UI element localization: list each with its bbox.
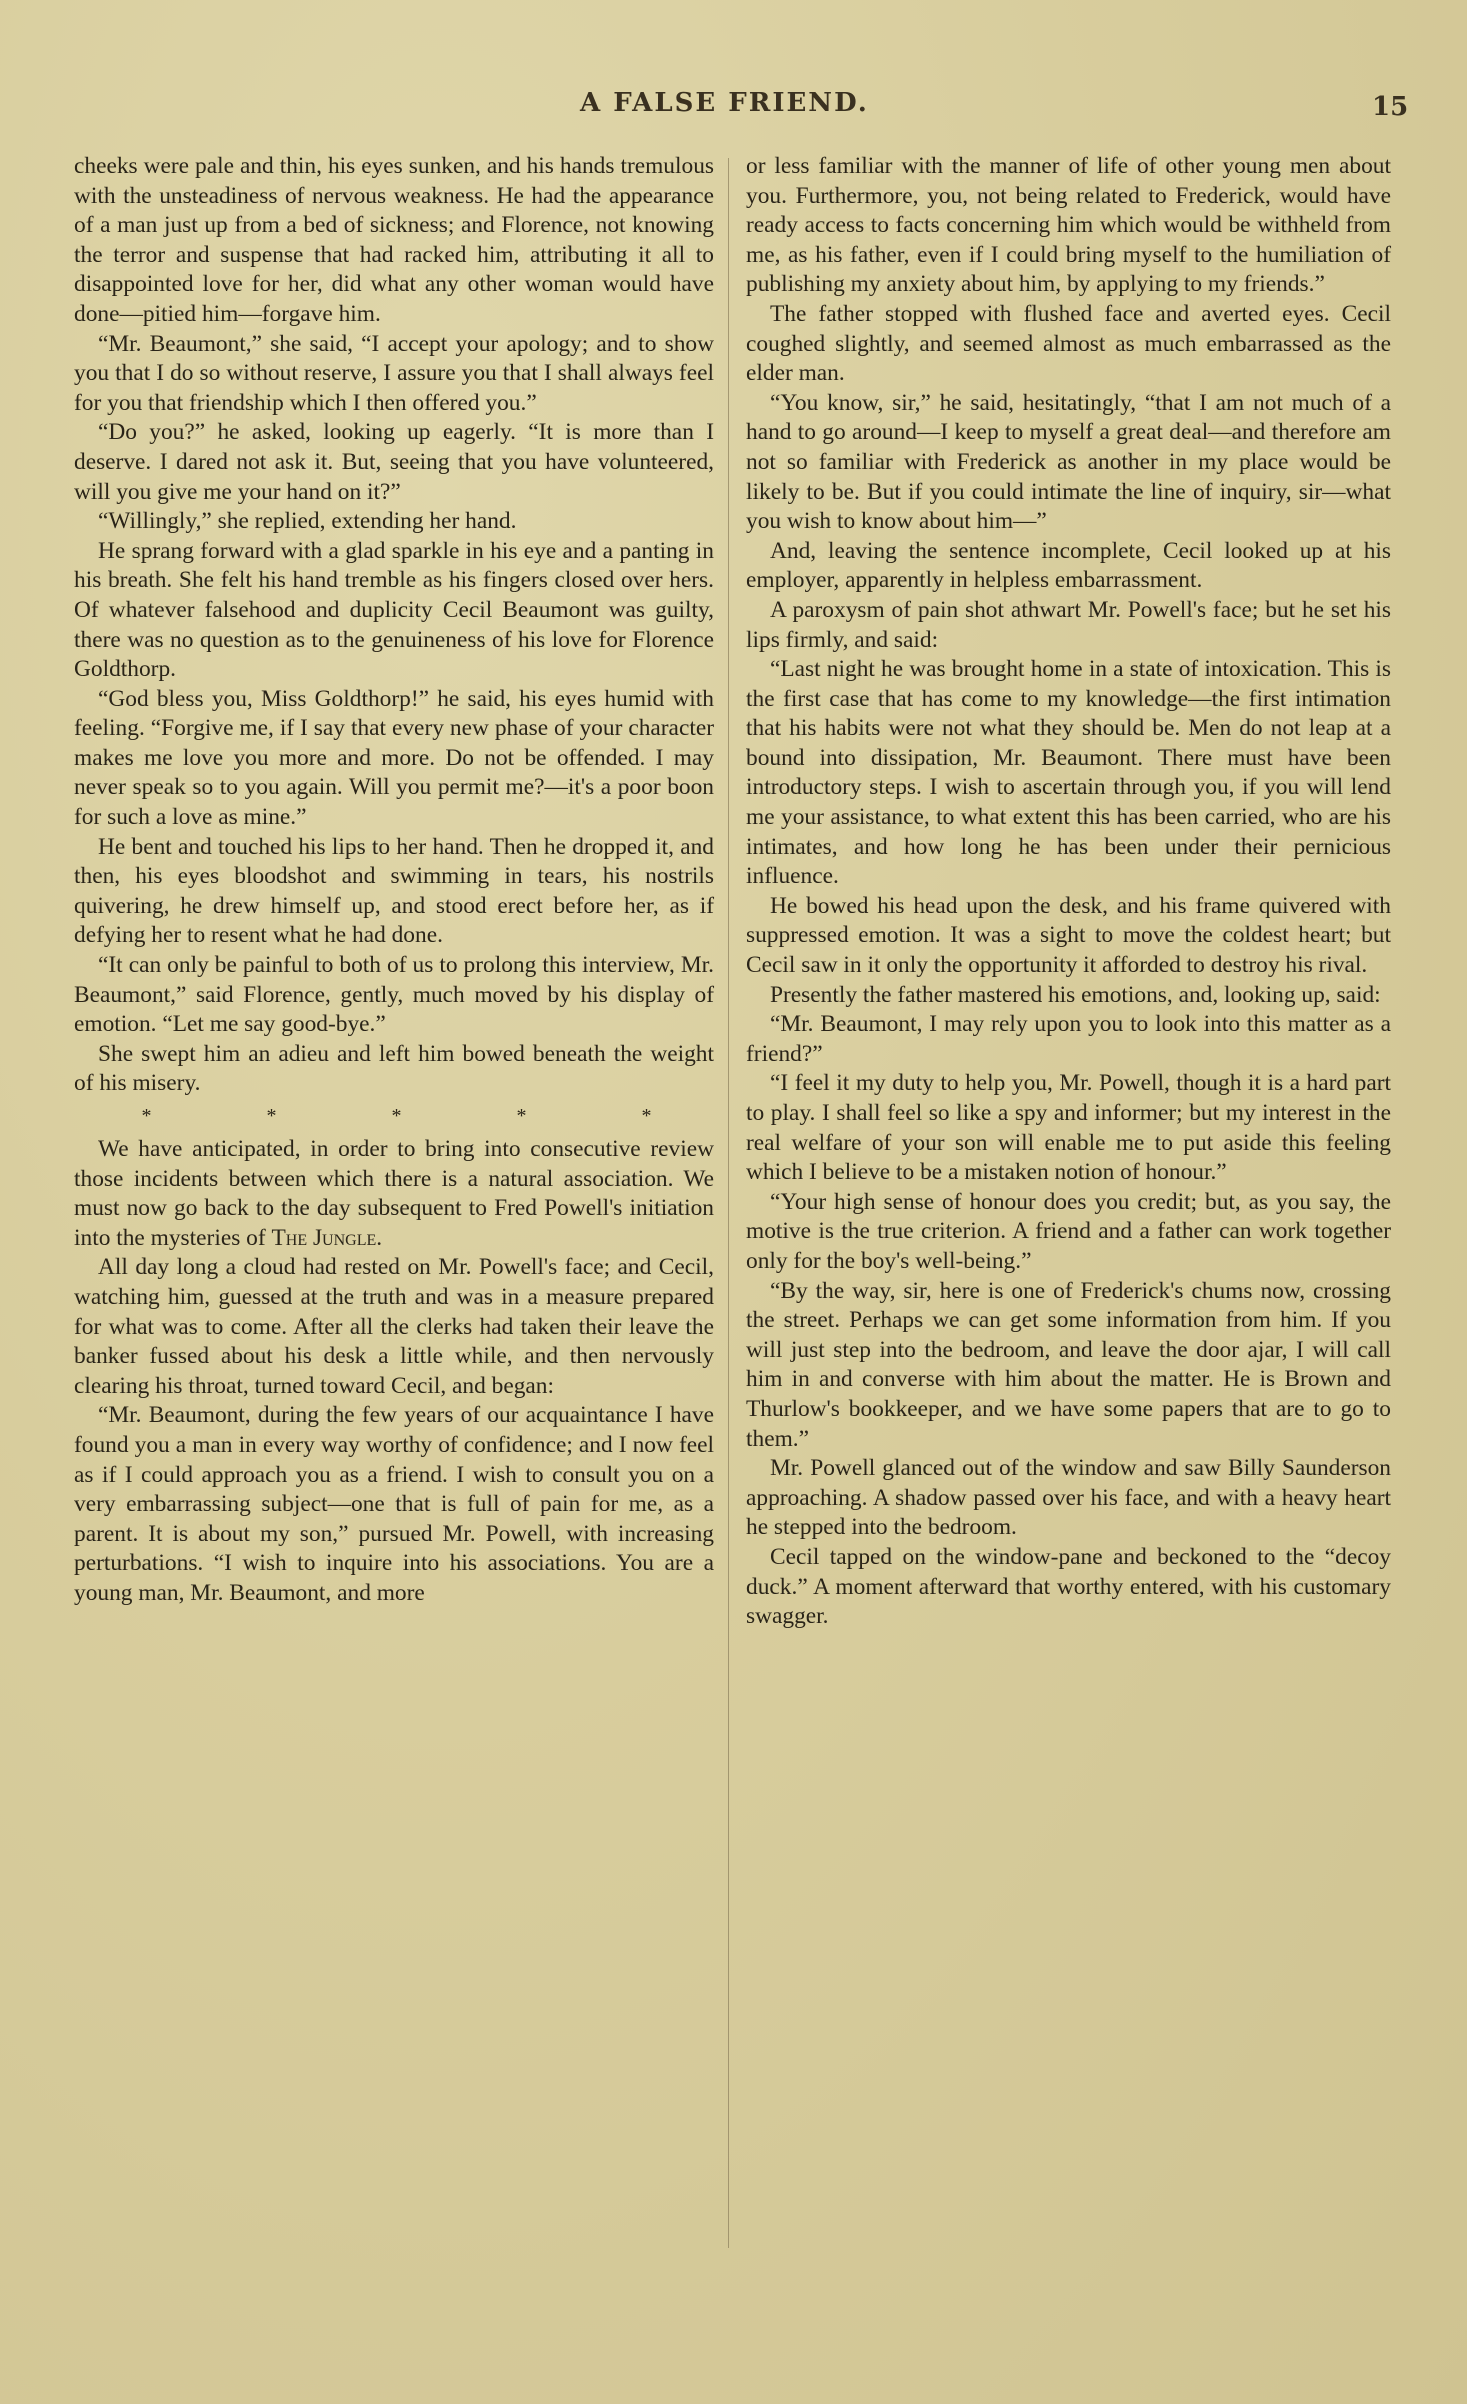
column-divider	[728, 158, 729, 2248]
paragraph: “By the way, sir, here is one of Frederick's chums now, crossing the street. Perhaps we can get some information from him. If you will just step into the bedroom, and leave the door ajar, I will call him in and converse with him about the matter. He is Brown and Thurlow's bookkeeper, and we have some papers that are to go to them.”	[746, 1277, 1391, 1452]
right-column	[746, 152, 1391, 1632]
paragraph-text: We have anticipated, in order to bring into consecutive review those incidents between which there is a natural association. We must now go back to the day subsequent to Fred Powell's initiation into the mysteries of	[74, 1136, 714, 1251]
paragraph-text: .	[376, 1224, 383, 1251]
paragraph: cheeks were pale and thin, his eyes sunken, and his hands tremulous with the unsteadiness of nervous weakness. He had the appearance of a man just up from a bed of sickness; and Florence, not knowing the terror and suspense that had racked him, attributing it all to disappointed love for her, did what any other woman would have done—pitied him—forgave him.	[74, 153, 714, 327]
left-column	[74, 152, 714, 1609]
paragraph: She swept him an adieu and left him bowed beneath the weight of his misery.	[74, 1040, 714, 1097]
paragraph: “Mr. Beaumont, I may rely upon you to look into this matter as a friend?”	[746, 1011, 1391, 1067]
paragraph: A paroxysm of pain shot athwart Mr. Powell's face; but he set his lips firmly, and said:	[746, 596, 1391, 653]
paragraph: “Mr. Beaumont, during the few years of our acquaintance I have found you a man in every way worthy of confidence; and I now feel as if I could approach you as a friend. I wish to consult you on a very embarrassing subject—one that is full of pain for me, as a parent. It is about my son,” pursued Mr. Powell, with increasing perturbations. “I wish to inquire into his associations. You are a young man, Mr. Beaumont, and more	[74, 1402, 714, 1606]
paragraph: “Do you?” he asked, looking up eagerly. “It is more than I deserve. I dared not ask it. But, seeing that you have volunteered, will you give me your hand on it?”	[74, 419, 714, 505]
paragraph: Presently the father mastered his emotions, and, looking up, said:	[770, 981, 1381, 1008]
paragraph: The father stopped with flushed face and averted eyes. Cecil coughed slightly, and seemed almost as much embarrassed as the elder man.	[746, 300, 1391, 387]
paragraph: “Last night he was brought home in a state of intoxication. This is the first case that has come to my knowledge—the first intimation that his habits were not what they should be. Men do not leap at a bound into dissipation, Mr. Beaumont. There must have been introductory steps. I wish to ascertain through you, if you will lend me your assistance, to what extent this has been carried, who are his intimates, and how long he has been under their pernicious influence.	[746, 656, 1391, 890]
paragraph: He bent and touched his lips to her hand. Then he dropped it, and then, his eyes bloodshot and swimming in tears, his nostrils quivering, he drew himself up, and stood erect before her, as if defying her to resent what he had done.	[74, 833, 714, 949]
paragraph: “Your high sense of honour does you credit; but, as you say, the motive is the true criterion. A friend and a father can work together only for the boy's well-being.”	[746, 1188, 1391, 1274]
paragraph: or less familiar with the manner of life of other young men about you. Furthermore, you, not being related to Frederick, would have ready access to facts concerning him which would be withheld from me, as his father, even if I could bring myself to the humiliation of publishing my anxiety about him, by applying to my friends.”	[746, 153, 1391, 298]
the-jungle-name: The Jungle	[271, 1224, 377, 1251]
paragraph: “Mr. Beaumont,” she said, “I accept your apology; and to show you that I do so without reserve, I assure you that I shall always feel for you that friendship which I then offered you.”	[74, 330, 714, 416]
paragraph: “God bless you, Miss Goldthorp!” he said, his eyes humid with feeling. “Forgive me, if I say that every new phase of your character makes me love you more and more. Do not be offended. I may never speak so to you again. Will you permit me?—it's a poor boon for such a love as mine.”	[74, 685, 714, 831]
section-break: * * * * *	[141, 1105, 707, 1127]
paragraph: “It can only be painful to both of us to prolong this interview, Mr. Beaumont,” said Florence, gently, much moved by his display of emotion. “Let me say good-bye.”	[74, 952, 714, 1038]
paragraph	[74, 1135, 714, 1253]
paragraph: Cecil tapped on the window-pane and beckoned to the “decoy duck.” A moment afterward that worthy entered, with his customary swagger.	[746, 1543, 1391, 1630]
paragraph: “You know, sir,” he said, hesitatingly, “that I am not much of a hand to go around—I keep to myself a great deal—and therefore am not so familiar with Frederick as another in my place would be likely to be. But if you could intimate the line of inquiry, sir—what you wish to know about him—”	[746, 389, 1391, 535]
paragraph: And, leaving the sentence incomplete, Cecil looked up at his employer, apparently in helpless embarrassment.	[746, 537, 1391, 594]
paragraph: “Willingly,” she replied, extending her hand.	[98, 508, 517, 535]
paragraph: Mr. Powell glanced out of the window and saw Billy Saunderson approaching. A shadow passed over his face, and with a heavy heart he stepped into the bedroom.	[746, 1455, 1391, 1541]
running-title: A FALSE FRIEND.	[580, 88, 869, 118]
page-number: 15	[1372, 92, 1409, 122]
paragraph: “I feel it my duty to help you, Mr. Powell, though it is a hard part to play. I shall feel so like a spy and informer; but my interest in the real welfare of your son will enable me to put aside this feeling which I believe to be a mistaken notion of honour.”	[746, 1070, 1391, 1186]
paragraph: All day long a cloud had rested on Mr. Powell's face; and Cecil, watching him, guessed at the truth and was in a measure prepared for what was to come. After all the clerks had taken their leave the banker fussed about his desk a little while, and then nervously clearing his throat, turned toward Cecil, and began:	[74, 1254, 714, 1399]
paragraph: He bowed his head upon the desk, and his frame quivered with suppressed emotion. It was a sight to move the coldest heart; but Cecil saw in it only the opportunity it afforded to destroy his rival.	[746, 892, 1391, 979]
paragraph: He sprang forward with a glad sparkle in his eye and a panting in his breath. She felt his hand tremble as his fingers closed over hers. Of whatever falsehood and duplicity Cecil Beaumont was guilty, there was no question as to the genuineness of his love for Florence Goldthorp.	[74, 537, 714, 683]
